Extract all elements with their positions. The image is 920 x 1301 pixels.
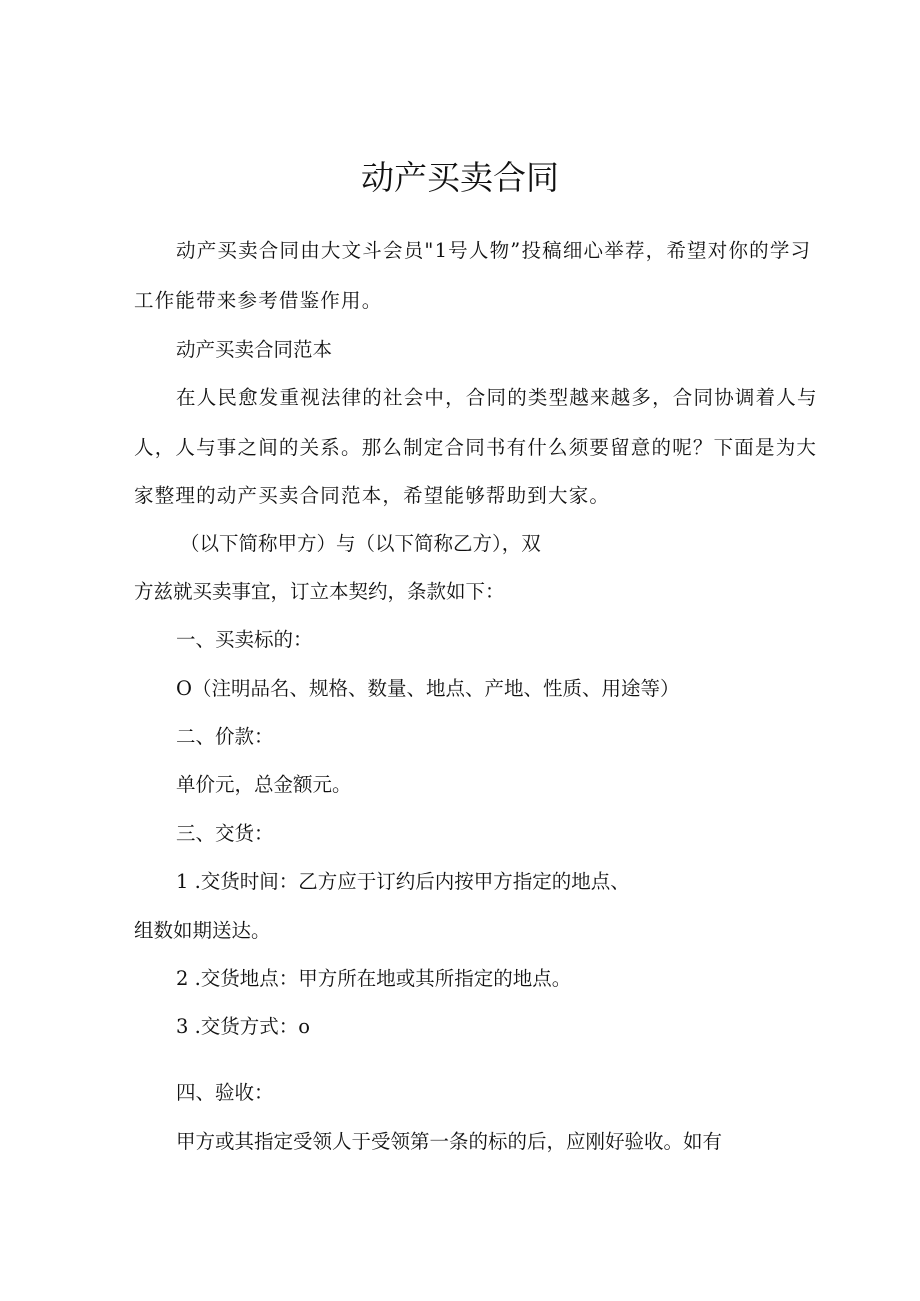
clause-2-heading: 二、价款：: [176, 725, 274, 748]
intro-line-1: 动产买卖合同由大文斗会员"1号人物”投稿细心举荐，希望对你的学习: [176, 239, 812, 262]
document-title: 动产买卖合同: [361, 158, 559, 197]
preface-line-1: 在人民愈发重视法律的社会中，合同的类型越来越多，合同协调着人与: [176, 386, 818, 409]
clause-3-item-2: 2 .交货地点：甲方所在地或其所指定的地点。: [176, 967, 572, 990]
parties-line-1: （以下简称甲方）与（以下简称乙方），双: [180, 532, 541, 555]
intro-line-2: 工作能带来参考借鉴作用。: [134, 289, 383, 312]
preface-line-2: 人，人与事之间的关系。那么制定合同书有什么须要留意的呢？下面是为大: [134, 436, 818, 459]
clause-2-body: 单价元，总金额元。: [176, 773, 352, 796]
parties-line-2: 方兹就买卖事宜，订立本契约，条款如下：: [134, 580, 505, 603]
clause-1-body: O（注明品名、规格、数量、地点、产地、性质、用途等）: [176, 677, 680, 700]
clause-3-heading: 三、交货：: [176, 822, 274, 845]
preface-line-3: 家整理的动产买卖合同范本，希望能够帮助到大家。: [134, 484, 611, 507]
clause-3-item-1: 1 .交货时间：乙方应于订约后内按甲方指定的地点、: [176, 870, 630, 893]
template-heading: 动产买卖合同范本: [176, 338, 333, 361]
clause-4-body: 甲方或其指定受领人于受领第一条的标的后，应刚好验收。如有: [176, 1130, 723, 1153]
clause-1-heading: 一、买卖标的：: [176, 628, 313, 651]
clause-4-heading: 四、验收：: [176, 1081, 274, 1104]
clause-3-item-1-cont: 组数如期送达。: [134, 919, 271, 942]
clause-3-item-3: 3 .交货方式：o: [176, 1015, 311, 1038]
